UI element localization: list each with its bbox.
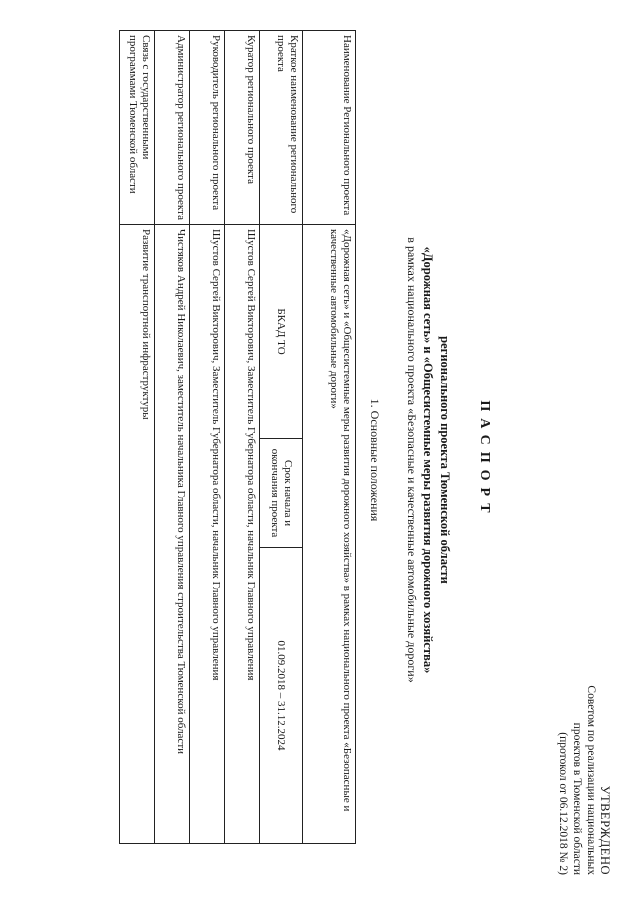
approval-line-3: (протокол от 06.12.2018 № 2) [557,732,569,875]
row-label-term: Срок начала и окончания проекта [260,439,303,548]
table-row [120,31,155,844]
row-value-admin: Чистяков Андрей Николаевич, заместитель начальника Главного управления строительства Тюменской области [155,225,190,844]
row-value-curator: Шустов Сергей Викторович, Заместитель Губернатора области, начальник Главного управления [225,225,260,844]
row-value-name: «Дорожная сеть» и «Общесистемные меры развития дорожного хозяйства» в рамках национального проекта «Безопасные и качественные автомобильные дороги» [303,225,356,844]
row-label-admin: Администратор регионального проекта [155,31,190,225]
row-value-link: Развитие транспортной инфраструктуры [120,225,155,844]
table-row [190,31,225,844]
table-row [303,31,356,844]
project-region-line: регионального проекта Тюменской области [438,336,452,584]
page-title: ПАСПОРТ [477,400,492,520]
row-label-name: Наименование Регионального проекта [303,31,356,225]
passport-table [119,30,356,844]
approval-line-1: Советом по реализации национальных [585,685,597,875]
row-value-term: 01.09.2018 – 31.12.2024 [260,548,303,844]
national-project-line: в рамках национального проекта «Безопасные и качественные автомобильные дороги» [405,237,419,683]
row-value-head: Шустов Сергей Викторович, Заместитель Губернатора области, начальник Главного управления [190,225,225,844]
row-label-link: Связь с государственными программами Тюменской области [120,31,155,225]
row-label-short: Краткое наименование регионального проекта [260,31,303,225]
row-label-head: Руководитель регионального проекта [190,31,225,225]
row-label-curator: Куратор регионального проекта [225,31,260,225]
table-row [225,31,260,844]
approval-title: УТВЕРЖДЕНО [598,785,612,875]
table-row [155,31,190,844]
row-value-short: БКАД ТО [260,225,303,439]
table-row [260,31,303,844]
approval-block [556,575,612,875]
project-name-line: «Дорожная сеть» и «Общесистемные меры развития дорожного хозяйства» [421,246,435,674]
approval-line-2: проектов в Тюменской области [571,722,583,875]
section-title: 1. Основные положения [368,398,382,522]
